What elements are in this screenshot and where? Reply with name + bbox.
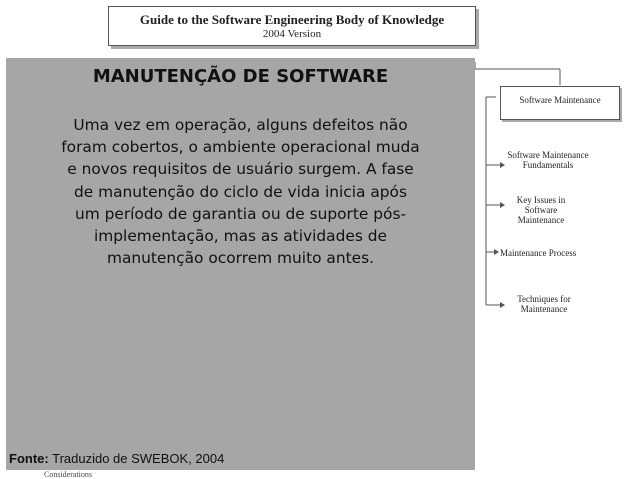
body-line: foram cobertos, o ambiente operacional muda bbox=[61, 138, 420, 157]
node-key-issues bbox=[506, 195, 576, 225]
body-line: e novos requisitos de usuário surgem. A fase bbox=[67, 160, 414, 179]
overlay-heading: MANUTENÇÃO DE SOFTWARE bbox=[92, 66, 389, 87]
partial-node-label: Considerations bbox=[44, 470, 92, 479]
node-fundamentals bbox=[506, 150, 590, 170]
body-line: implementação, mas as atividades de bbox=[94, 227, 387, 246]
body-line: de manutenção do ciclo de vida inicia após bbox=[74, 182, 407, 201]
diagram-subtitle: 2004 Version bbox=[262, 28, 322, 40]
diagram-title: Guide to the Software Engineering Body of Knowledge bbox=[139, 12, 445, 27]
node-software-maintenance-label: Software Maintenance bbox=[519, 95, 601, 105]
overlay-panel bbox=[6, 58, 475, 470]
node-techniques-label: Techniques for Maintenance bbox=[517, 294, 571, 314]
body-line: um período de garantia ou de suporte pós- bbox=[74, 204, 407, 223]
node-maintenance-process-label: Maintenance Process bbox=[500, 248, 577, 258]
source-text: Traduzido de SWEBOK, 2004 bbox=[52, 451, 225, 466]
body-line: manutenção ocorrem muito antes. bbox=[106, 249, 375, 268]
node-software-maintenance bbox=[500, 86, 620, 120]
node-maintenance-process bbox=[500, 248, 590, 258]
overlay-body bbox=[8, 114, 473, 269]
diagram-title-box bbox=[108, 6, 476, 46]
node-fundamentals-label: Software Maintenance Fundamentals bbox=[507, 150, 589, 170]
source-note bbox=[9, 451, 224, 466]
body-line: Uma vez em operação, alguns defeitos não bbox=[73, 116, 408, 134]
source-label: Fonte: bbox=[9, 451, 49, 466]
node-key-issues-label: Key Issues in Software Maintenance bbox=[516, 195, 566, 225]
node-techniques bbox=[506, 294, 582, 314]
